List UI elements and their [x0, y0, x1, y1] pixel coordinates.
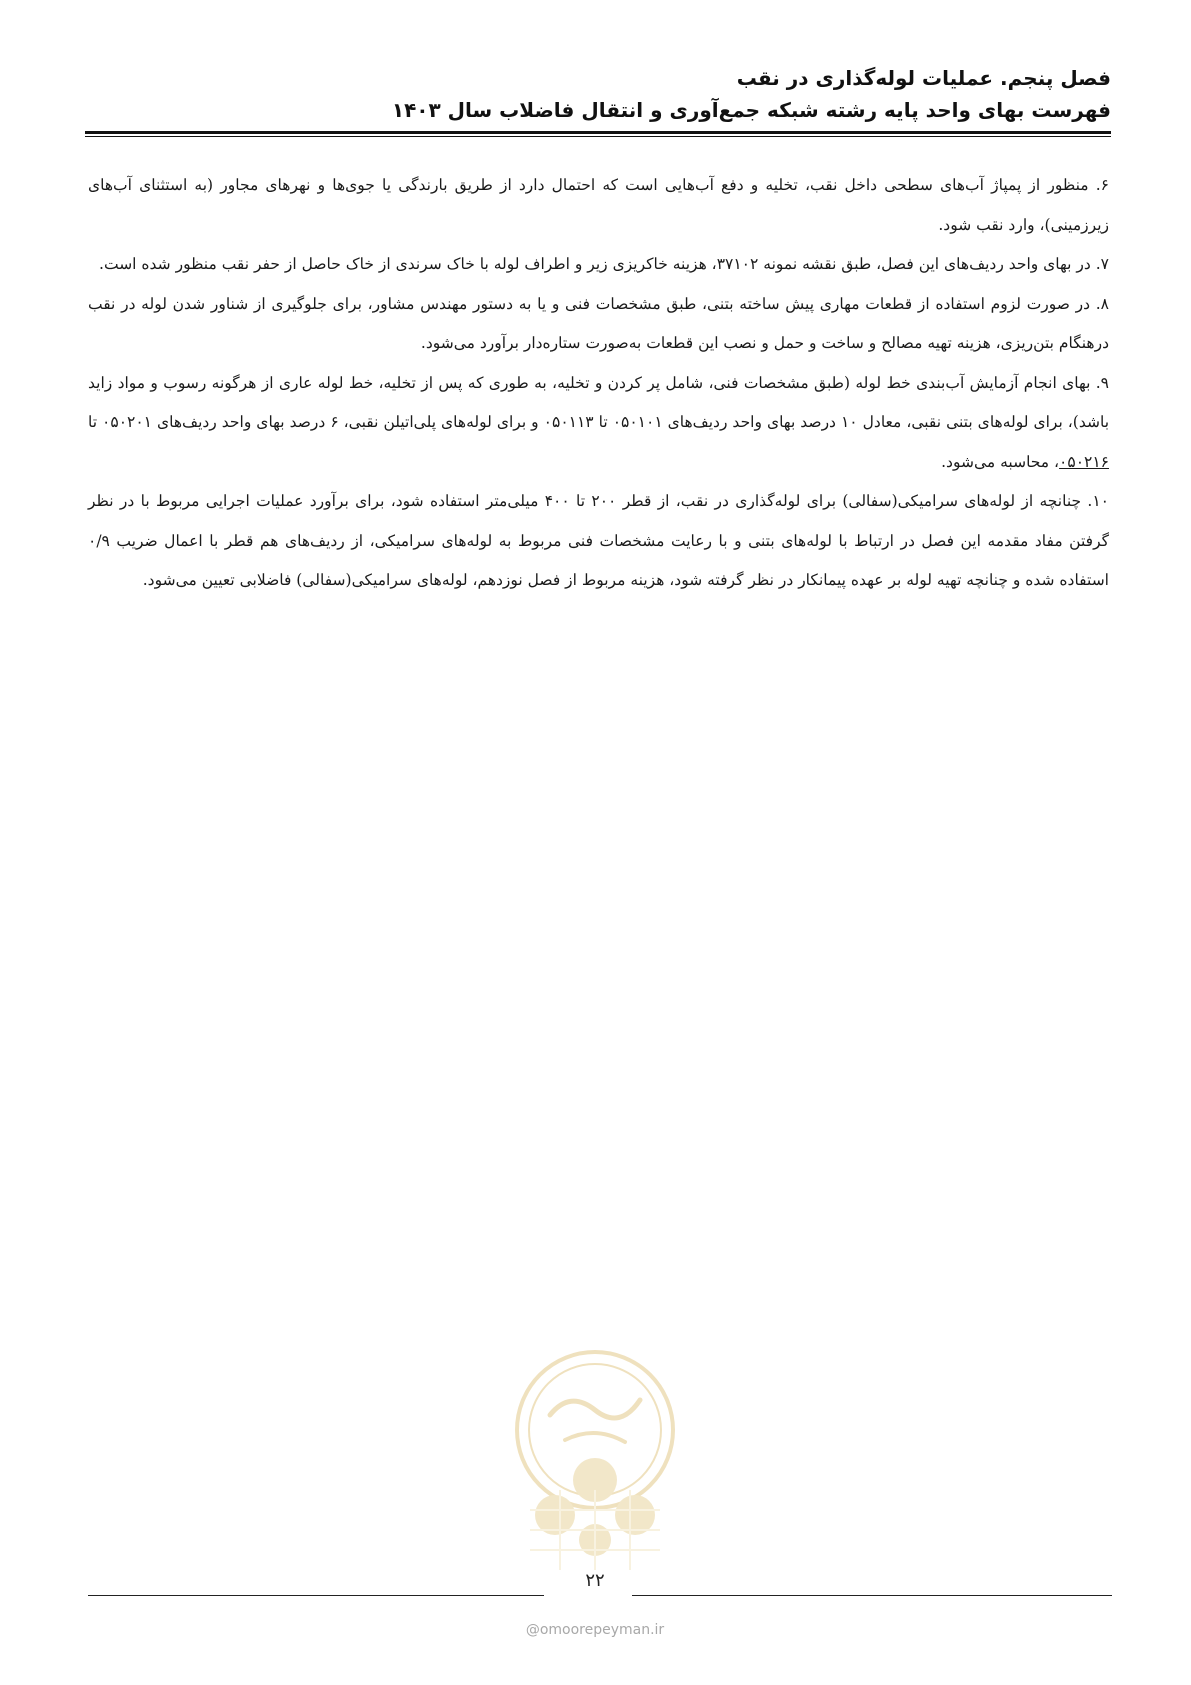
footer-rule-left	[88, 1595, 544, 1596]
omoorepeyman-logo-icon	[510, 1330, 680, 1600]
page-header	[85, 62, 1111, 126]
clause-8: ۸. در صورت لزوم استفاده از قطعات مهاری پیش ساخته بتنی، طبق مشخصات فنی و یا به دستور مهندس مشاور، برای جلوگیری از شناور شدن لوله در نقب درهنگام بتن‌ریزی، هزینه تهیه مصالح و ساخت و حمل و نصب این قطعات به‌صورت ستاره‌دار برآورد می‌شود.	[88, 294, 1109, 352]
header-rule-thin	[85, 136, 1111, 137]
clause-9-text-after: ، محاسبه می‌شود.	[941, 452, 1060, 471]
chapter-title: فصل پنجم. عملیات لوله‌گذاری در نقب	[736, 66, 1111, 90]
footer-rule-right	[632, 1595, 1112, 1596]
clause-9-text-before: ۹. بهای انجام آزمایش آب‌بندی خط لوله (طبق مشخصات فنی، شامل پر کردن و تخلیه، به طوری که پس از تخلیه، خط لوله عاری از هرگونه رسوب و مواد زاید باشد)، برای لوله‌های بتنی نقبی، معادل ۱۰ درصد بهای واحد ردیف‌های ۰۵۰۱۰۱ تا ۰۵۰۱۱۳ و برای لوله‌های پلی‌اتیلن نقبی، ۶ درصد بهای واحد ردیف‌های ۰۵۰۲۰۱ تا	[88, 373, 1110, 431]
clause-6: ۶. منظور از پمپاژ آب‌های سطحی داخل نقب، تخلیه و دفع آب‌هایی است که احتمال دارد از طریق بارندگی یا جوی‌ها و نهرهای مجاور (به استثنای آب‌های زیرزمینی)، وارد نقب شود.	[88, 176, 1109, 234]
document-body	[88, 166, 1109, 601]
clause-9-underlined-code: ۰۵۰۲۱۶	[1059, 452, 1109, 471]
clause-10: ۱۰. چنانچه از لوله‌های سرامیکی(سفالی) برای لوله‌گذاری در نقب، از قطر ۲۰۰ تا ۴۰۰ میلی‌متر استفاده شود، برای برآورد عملیات اجرایی مربوط با در نظر گرفتن مفاد مقدمه این فصل در ارتباط با لوله‌های بتنی و با رعایت مشخصات فنی مربوط به لوله‌های سرامیکی، از ردیف‌های هم قطر با اعمال ضریب ۰/۹ استفاده شده و چنانچه تهیه لوله بر عهده پیمانکار در نظر گرفته شود، هزینه مربوط از فصل نوزدهم، لوله‌های سرامیکی(سفالی) فاضلابی تعیین می‌شود.	[88, 492, 1109, 589]
website-watermark: @omoorepeyman.ir	[525, 1622, 665, 1638]
header-rule-thick	[85, 131, 1111, 134]
clause-9	[88, 364, 1109, 483]
price-list-title: فهرست بهای واحد پایه رشته شبکه جمع‌آوری و انتقال فاضلاب سال ۱۴۰۳	[391, 98, 1111, 122]
clause-7: ۷. در بهای واحد ردیف‌های این فصل، طبق نقشه نمونه ۳۷۱۰۲، هزینه خاکریزی زیر و اطراف لوله با خاک سرندی از خاک حاصل از حفر نقب منظور شده است.	[99, 255, 1109, 273]
page-number: ۲۲	[585, 1570, 605, 1591]
